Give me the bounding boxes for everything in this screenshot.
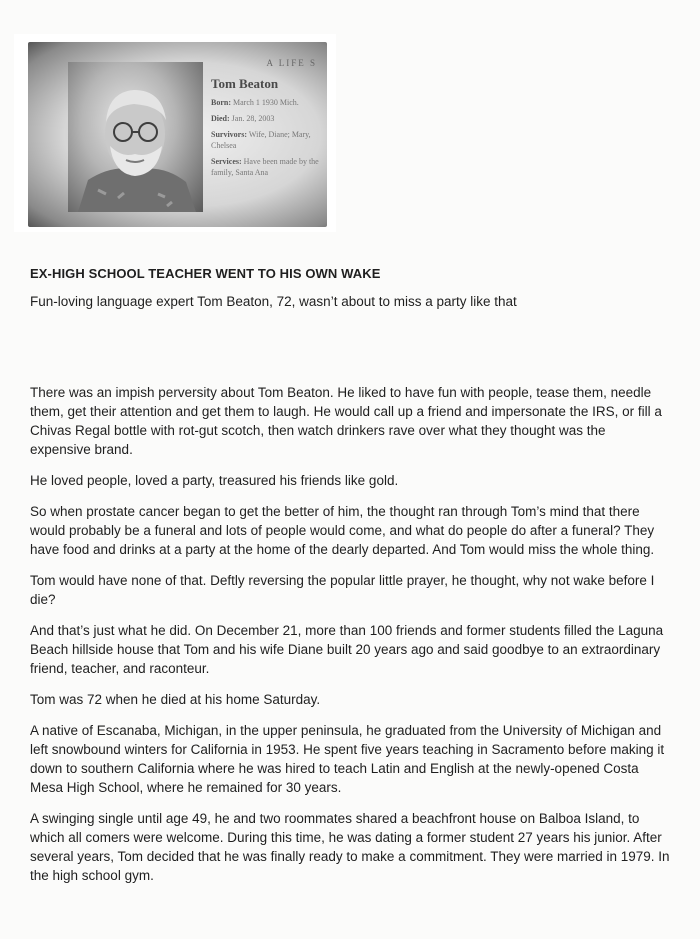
article-headline: EX-HIGH SCHOOL TEACHER WENT TO HIS OWN WAKE [30,266,381,281]
clipping-photocopy [28,42,327,227]
article-body [30,383,670,885]
paragraph: So when prostate cancer began to get the better of him, the thought ran through Tom’s mind that there would probably be a funeral and lots of people would come, and what do people do after a funeral? They have food and drinks at a party at the home of the dearly departed. And Tom would miss the whole thing. [30,504,655,557]
paragraph: A swinging single until age 49, he and two roommates shared a beachfront house on Balboa Island, to which all comers were welcome. During this time, he was dating a former student 27 years his junior. After several years, Tom decided that he was finally ready to make a commitment. They were married in 1979. In the high school gym. [30,811,670,883]
paragraph: And that’s just what he did. On December 21, more than 100 friends and former students filled the Laguna Beach hillside house that Tom and his wife Diane built 20 years ago and said goodbye to an extraordinary friend, teacher, and raconteur. [30,623,664,676]
paragraph: A native of Escanaba, Michigan, in the upper peninsula, he graduated from the University of Michigan and left snowbound winters for California in 1953. He spent five years teaching in Sacramento before making it down to southern California where he was hired to teach Latin and English at the newly-opened Costa Mesa High School, where he remained for 30 years. [30,723,665,795]
clipping-text [211,58,321,178]
newspaper-clipping [14,34,336,232]
portrait-photo [68,62,203,212]
clipping-born: Born: March 1 1930 Mich. [211,98,299,107]
clipping-name: Tom Beaton [211,76,279,91]
paragraph: Tom would have none of that. Deftly reversing the popular little prayer, he thought, why not wake before I die? [30,573,655,607]
paragraph: Tom was 72 when he died at his home Saturday. [30,692,321,707]
clipping-survivors: Survivors: Wife, Diane; Mary, Chelsea [211,130,311,150]
clipping-services: Services: Have been made by the family, Santa Ana [211,157,319,177]
paragraph: There was an impish perversity about Tom Beaton. He liked to have fun with people, tease them, needle them, get their attention and get them to laugh. He would call up a friend and impersonate the IRS, or fill a Chivas Regal bottle with rot-gut scotch, then watch drinkers rave over what they thought was the expensive brand. [30,385,662,457]
article-deck: Fun-loving language expert Tom Beaton, 72, wasn’t about to miss a party like that [30,294,517,309]
clipping-died: Died: Jan. 28, 2003 [211,114,275,123]
article [30,264,670,897]
paragraph: He loved people, loved a party, treasured his friends like gold. [30,473,399,488]
clipping-kicker: A LIFE S [266,58,317,68]
